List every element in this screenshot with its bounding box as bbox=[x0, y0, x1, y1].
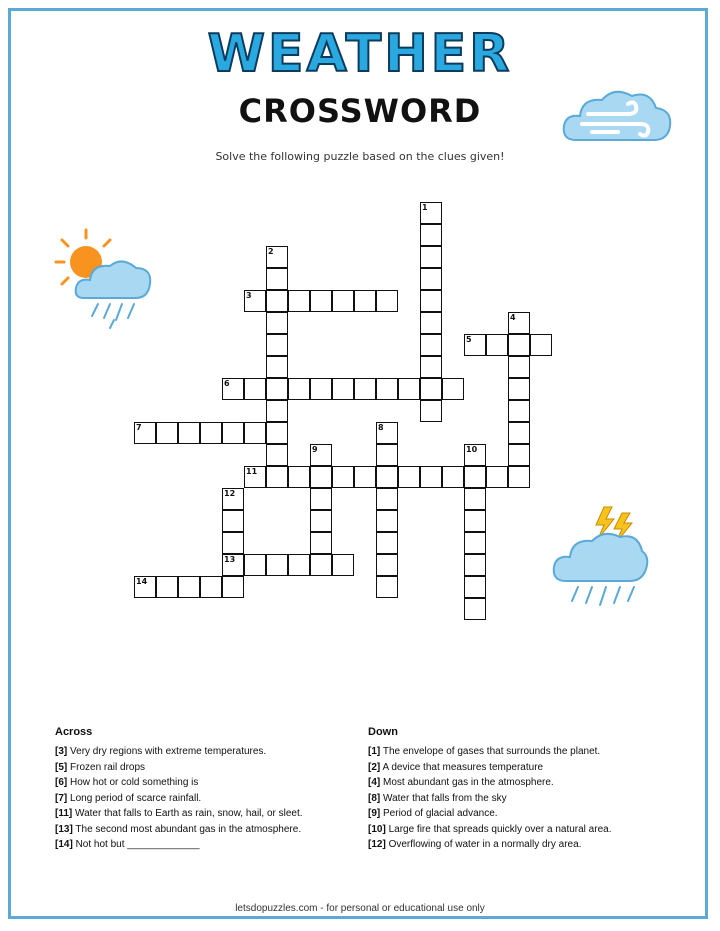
clue-text: A device that measures temperature bbox=[380, 761, 544, 773]
clue-number: 5 bbox=[466, 335, 472, 344]
grid-cell[interactable] bbox=[508, 356, 530, 378]
grid-cell[interactable] bbox=[376, 510, 398, 532]
grid-cell[interactable] bbox=[222, 532, 244, 554]
grid-cell[interactable] bbox=[222, 554, 244, 576]
clue-number: 14 bbox=[136, 577, 148, 586]
grid-cell[interactable] bbox=[420, 268, 442, 290]
grid-cell[interactable] bbox=[508, 400, 530, 422]
clue-label: [9] bbox=[368, 808, 381, 819]
down-clue bbox=[368, 791, 611, 807]
grid-cell[interactable] bbox=[266, 290, 288, 312]
grid-cell[interactable] bbox=[420, 378, 442, 400]
grid-cell[interactable] bbox=[376, 554, 398, 576]
across-clue bbox=[55, 760, 303, 776]
wind-cloud-icon bbox=[558, 80, 676, 150]
grid-cell[interactable] bbox=[310, 510, 332, 532]
grid-cell[interactable] bbox=[310, 488, 332, 510]
clue-label: [13] bbox=[55, 823, 73, 835]
sun-rain-cloud-icon bbox=[52, 226, 158, 332]
clue-number: 8 bbox=[378, 423, 384, 432]
clue-number: 10 bbox=[466, 445, 478, 454]
clue-number: 4 bbox=[510, 313, 516, 322]
grid-cell[interactable] bbox=[398, 378, 420, 400]
grid-cell[interactable] bbox=[266, 356, 288, 378]
clue-label: [10] bbox=[368, 823, 386, 835]
clue-number: 9 bbox=[312, 445, 318, 454]
clue-text: Frozen rail drops bbox=[67, 761, 146, 773]
grid-cell[interactable] bbox=[244, 290, 266, 312]
grid-cell[interactable] bbox=[178, 576, 200, 598]
grid-cell[interactable] bbox=[464, 576, 486, 598]
down-clues bbox=[368, 726, 611, 853]
grid-cell[interactable] bbox=[354, 378, 376, 400]
down-clue bbox=[368, 822, 611, 838]
grid-cell[interactable] bbox=[156, 422, 178, 444]
across-heading: Across bbox=[55, 726, 93, 738]
grid-cell[interactable] bbox=[508, 466, 530, 488]
clue-text: Most abundant gas in the atmosphere. bbox=[380, 777, 554, 788]
grid-cell[interactable] bbox=[266, 312, 288, 334]
footer: letsdopuzzles.com - for personal or educational use only bbox=[235, 903, 485, 914]
grid-cell[interactable] bbox=[376, 576, 398, 598]
grid-cell[interactable] bbox=[376, 290, 398, 312]
clue-label: [5] bbox=[55, 761, 68, 773]
across-clues bbox=[55, 726, 303, 853]
grid-cell[interactable] bbox=[508, 422, 530, 444]
down-clue bbox=[368, 775, 611, 791]
grid-cell[interactable] bbox=[464, 444, 486, 466]
grid-cell[interactable] bbox=[508, 444, 530, 466]
grid-cell[interactable] bbox=[244, 466, 266, 488]
grid-cell[interactable] bbox=[266, 268, 288, 290]
clue-number: 1 bbox=[422, 203, 428, 212]
clue-label: [2] bbox=[368, 761, 381, 773]
grid-cell[interactable] bbox=[244, 554, 266, 576]
clue-number: 3 bbox=[246, 291, 252, 300]
grid-cell[interactable] bbox=[508, 312, 530, 334]
clue-text: Not hot but _____________ bbox=[72, 839, 200, 850]
grid-cell[interactable] bbox=[442, 466, 464, 488]
grid-cell[interactable] bbox=[288, 378, 310, 400]
clue-label: [14] bbox=[55, 839, 73, 850]
grid-cell[interactable] bbox=[442, 378, 464, 400]
grid-cell[interactable] bbox=[530, 334, 552, 356]
grid-cell[interactable] bbox=[420, 290, 442, 312]
grid-cell[interactable] bbox=[266, 444, 288, 466]
across-clue bbox=[55, 822, 303, 838]
clue-number: 12 bbox=[224, 489, 236, 498]
grid-cell[interactable] bbox=[222, 378, 244, 400]
clue-label: [7] bbox=[55, 792, 68, 804]
clue-label: [12] bbox=[368, 839, 386, 850]
instructions: Solve the following puzzle based on the clues given! bbox=[215, 150, 505, 163]
grid-cell[interactable] bbox=[376, 466, 398, 488]
clue-text: Large fire that spreads quickly over a natural area. bbox=[385, 823, 612, 835]
grid-cell[interactable] bbox=[244, 378, 266, 400]
grid-cell[interactable] bbox=[464, 598, 486, 620]
grid-cell[interactable] bbox=[310, 554, 332, 576]
grid-cell[interactable] bbox=[420, 224, 442, 246]
across-clue bbox=[55, 806, 303, 822]
clue-text: Very dry regions with extreme temperatures. bbox=[67, 746, 267, 757]
grid-cell[interactable] bbox=[200, 422, 222, 444]
clue-text: Long period of scarce rainfall. bbox=[67, 792, 202, 804]
clue-number: 11 bbox=[246, 467, 258, 476]
grid-cell[interactable] bbox=[222, 510, 244, 532]
clue-text: The second most abundant gas in the atmosphere. bbox=[72, 823, 302, 835]
grid-cell[interactable] bbox=[420, 400, 442, 422]
grid-cell[interactable] bbox=[420, 356, 442, 378]
grid-cell[interactable] bbox=[464, 532, 486, 554]
clue-label: [6] bbox=[55, 777, 68, 788]
page-subtitle: CROSSWORD bbox=[238, 92, 482, 130]
clue-text: Water that falls to Earth as rain, snow, hail, or sleet. bbox=[72, 808, 303, 819]
grid-cell[interactable] bbox=[310, 532, 332, 554]
down-clue bbox=[368, 837, 611, 853]
grid-cell[interactable] bbox=[244, 422, 266, 444]
clue-text: Water that falls from the sky bbox=[380, 792, 507, 804]
grid-cell[interactable] bbox=[222, 488, 244, 510]
grid-cell[interactable] bbox=[134, 422, 156, 444]
clue-label: [1] bbox=[368, 746, 381, 757]
grid-cell[interactable] bbox=[332, 290, 354, 312]
grid-cell[interactable] bbox=[266, 422, 288, 444]
grid-cell[interactable] bbox=[354, 290, 376, 312]
clue-text: The envelope of gases that surrounds the planet. bbox=[380, 746, 601, 757]
clue-text: How hot or cold something is bbox=[67, 777, 199, 788]
grid-cell[interactable] bbox=[464, 334, 486, 356]
grid-cell[interactable] bbox=[376, 532, 398, 554]
grid-cell[interactable] bbox=[310, 378, 332, 400]
grid-cell[interactable] bbox=[266, 554, 288, 576]
grid-cell[interactable] bbox=[420, 246, 442, 268]
grid-cell[interactable] bbox=[310, 290, 332, 312]
clue-text: Overflowing of water in a normally dry area. bbox=[385, 839, 582, 850]
grid-cell[interactable] bbox=[288, 466, 310, 488]
clue-number: 6 bbox=[224, 379, 230, 388]
grid-cell[interactable] bbox=[420, 334, 442, 356]
grid-cell[interactable] bbox=[200, 576, 222, 598]
across-clue bbox=[55, 837, 303, 853]
clue-label: [8] bbox=[368, 792, 381, 804]
clue-label: [3] bbox=[55, 746, 68, 757]
grid-cell[interactable] bbox=[222, 576, 244, 598]
grid-cell[interactable] bbox=[420, 466, 442, 488]
grid-cell[interactable] bbox=[376, 488, 398, 510]
clue-label: [4] bbox=[368, 777, 381, 788]
grid-cell[interactable] bbox=[376, 422, 398, 444]
grid-cell[interactable] bbox=[134, 576, 156, 598]
grid-cell[interactable] bbox=[508, 378, 530, 400]
down-clue bbox=[368, 760, 611, 776]
grid-cell[interactable] bbox=[266, 378, 288, 400]
grid-cell[interactable] bbox=[288, 554, 310, 576]
grid-cell[interactable] bbox=[464, 510, 486, 532]
grid-cell[interactable] bbox=[376, 444, 398, 466]
across-clue bbox=[55, 791, 303, 807]
down-clue bbox=[368, 744, 611, 760]
grid-cell[interactable] bbox=[398, 466, 420, 488]
grid-cell[interactable] bbox=[310, 444, 332, 466]
grid-cell[interactable] bbox=[332, 554, 354, 576]
grid-cell[interactable] bbox=[266, 246, 288, 268]
clue-label: [11] bbox=[55, 808, 73, 819]
across-clue bbox=[55, 744, 303, 760]
grid-cell[interactable] bbox=[266, 466, 288, 488]
grid-cell[interactable] bbox=[266, 400, 288, 422]
grid-cell[interactable] bbox=[332, 378, 354, 400]
grid-cell[interactable] bbox=[156, 576, 178, 598]
clue-number: 13 bbox=[224, 555, 236, 564]
grid-cell[interactable] bbox=[288, 290, 310, 312]
grid-cell[interactable] bbox=[420, 202, 442, 224]
grid-cell[interactable] bbox=[464, 488, 486, 510]
storm-cloud-icon bbox=[550, 505, 650, 615]
grid-cell[interactable] bbox=[486, 466, 508, 488]
grid-cell[interactable] bbox=[486, 334, 508, 356]
across-clue bbox=[55, 775, 303, 791]
grid-cell[interactable] bbox=[178, 422, 200, 444]
clue-number: 2 bbox=[268, 247, 274, 256]
clue-text: Period of glacial advance. bbox=[380, 808, 498, 819]
page-title: WEATHER bbox=[207, 24, 513, 84]
grid-cell[interactable] bbox=[508, 334, 530, 356]
grid-cell[interactable] bbox=[464, 554, 486, 576]
grid-cell[interactable] bbox=[464, 466, 486, 488]
down-heading: Down bbox=[368, 726, 398, 738]
grid-cell[interactable] bbox=[222, 422, 244, 444]
clue-number: 7 bbox=[136, 423, 142, 432]
grid-cell[interactable] bbox=[332, 466, 354, 488]
grid-cell[interactable] bbox=[266, 334, 288, 356]
grid-cell[interactable] bbox=[376, 378, 398, 400]
grid-cell[interactable] bbox=[420, 312, 442, 334]
grid-cell[interactable] bbox=[310, 466, 332, 488]
down-clue bbox=[368, 806, 611, 822]
grid-cell[interactable] bbox=[354, 466, 376, 488]
